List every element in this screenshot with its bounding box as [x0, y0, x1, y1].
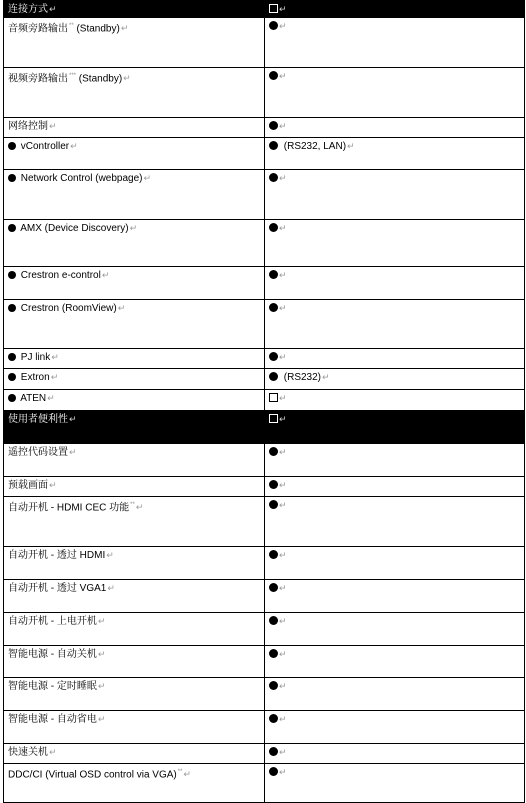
table-row: [4, 711, 525, 744]
supported-dot-icon: [269, 681, 278, 690]
feature-label-cell: [4, 646, 265, 678]
feature-label: 智能电源 - 定时睡眠: [8, 681, 97, 692]
feature-label-cell: [4, 267, 265, 300]
feature-label-cell: [4, 349, 265, 369]
footnote-marker: **: [130, 502, 135, 508]
feature-value-cell: [265, 477, 525, 497]
paragraph-mark-icon: ↵: [279, 352, 287, 362]
bullet-icon: [8, 394, 16, 402]
supported-dot-icon: [269, 616, 278, 625]
paragraph-mark-icon: ↵: [279, 649, 287, 659]
table-row: [4, 390, 525, 411]
feature-label: 遥控代码设置: [8, 447, 68, 458]
feature-value-cell: [265, 220, 525, 267]
paragraph-mark-icon: ↵: [279, 173, 287, 183]
feature-label: 使用者便利性: [8, 414, 68, 425]
feature-value-cell: [265, 497, 525, 547]
paragraph-mark-icon: ↵: [69, 447, 77, 457]
paragraph-mark-icon: ↵: [97, 681, 106, 691]
supported-dot-icon: [269, 714, 278, 723]
supported-dot-icon: [269, 21, 278, 30]
table-row: [4, 349, 525, 369]
paragraph-mark-icon: ↵: [49, 121, 57, 131]
feature-value-cell: [265, 170, 525, 220]
paragraph-mark-icon: ↵: [279, 4, 287, 14]
feature-value-cell: [265, 411, 525, 444]
feature-label-cell: [4, 18, 265, 68]
spec-table: [3, 0, 525, 803]
paragraph-mark-icon: ↵: [279, 270, 287, 280]
feature-label: 音频旁路输出: [8, 23, 68, 35]
paragraph-mark-icon: ↵: [135, 502, 144, 513]
feature-label: 预载画面: [8, 480, 48, 491]
feature-label: Extron: [18, 372, 50, 383]
feature-label-cell: [4, 1, 265, 18]
table-row: [4, 764, 525, 803]
paragraph-mark-icon: ↵: [106, 550, 114, 560]
supported-dot-icon: [269, 270, 278, 279]
paragraph-mark-icon: ↵: [69, 414, 77, 424]
paragraph-mark-icon: ↵: [279, 71, 287, 81]
paragraph-mark-icon: ↵: [279, 500, 287, 510]
bullet-icon: [8, 353, 16, 361]
unsupported-box-icon: [269, 4, 278, 13]
feature-label-cell: [4, 764, 265, 803]
feature-label: 快速关机: [8, 747, 48, 758]
feature-value-cell: [265, 118, 525, 138]
section-header-row: [4, 1, 525, 18]
supported-dot-icon: [269, 583, 278, 592]
feature-label: AMX (Device Discovery): [18, 223, 129, 234]
feature-label: 自动开机 - HDMI CEC 功能: [8, 502, 130, 514]
feature-label-cell: [4, 497, 265, 547]
supported-dot-icon: [269, 71, 278, 80]
supported-dot-icon: [269, 649, 278, 658]
paragraph-mark-icon: ↵: [322, 372, 330, 382]
section-header-row: [4, 411, 525, 444]
feature-label-cell: [4, 613, 265, 646]
supported-dot-icon: [269, 141, 278, 150]
paragraph-mark-icon: ↵: [279, 223, 287, 233]
paragraph-mark-icon: ↵: [123, 73, 131, 84]
feature-value-cell: [265, 646, 525, 678]
feature-label-suffix: (Standby): [73, 23, 120, 35]
feature-label-cell: [4, 477, 265, 497]
supported-dot-icon: [269, 173, 278, 182]
bullet-icon: [8, 174, 16, 182]
paragraph-mark-icon: ↵: [279, 414, 287, 424]
table-row: [4, 646, 525, 678]
feature-value-cell: [265, 138, 525, 170]
feature-label-cell: [4, 170, 265, 220]
feature-label: ATEN: [18, 393, 47, 404]
paragraph-mark-icon: ↵: [51, 352, 59, 362]
paragraph-mark-icon: ↵: [279, 767, 287, 777]
feature-value-cell: [265, 267, 525, 300]
paragraph-mark-icon: ↵: [347, 141, 355, 151]
unsupported-box-icon: [269, 393, 278, 402]
feature-value-cell: [265, 300, 525, 349]
paragraph-mark-icon: ↵: [279, 681, 287, 691]
bullet-icon: [8, 373, 16, 381]
table-row: [4, 68, 525, 118]
table-row: [4, 267, 525, 300]
bullet-icon: [8, 224, 16, 232]
table-row: [4, 678, 525, 711]
feature-label: PJ link: [18, 352, 51, 363]
paragraph-mark-icon: ↵: [120, 23, 129, 34]
feature-label-cell: [4, 547, 265, 580]
table-row: [4, 580, 525, 613]
table-row: [4, 138, 525, 170]
feature-value-text: (RS232, LAN): [281, 141, 347, 152]
table-row: [4, 170, 525, 220]
supported-dot-icon: [269, 303, 278, 312]
feature-value-cell: [265, 711, 525, 744]
paragraph-mark-icon: ↵: [143, 173, 152, 183]
paragraph-mark-icon: ↵: [129, 223, 138, 233]
feature-value-cell: [265, 349, 525, 369]
footnote-marker: **: [177, 769, 183, 775]
supported-dot-icon: [269, 500, 278, 509]
feature-value-cell: [265, 68, 525, 118]
feature-label-cell: [4, 369, 265, 390]
feature-label: 智能电源 - 自动关机: [8, 649, 97, 660]
paragraph-mark-icon: ↵: [49, 4, 57, 14]
table-row: [4, 477, 525, 497]
paragraph-mark-icon: ↵: [279, 714, 287, 724]
feature-label: 智能电源 - 自动省电: [8, 714, 97, 725]
table-row: [4, 497, 525, 547]
supported-dot-icon: [269, 223, 278, 232]
paragraph-mark-icon: ↵: [49, 747, 57, 757]
feature-value-cell: [265, 18, 525, 68]
bullet-icon: [8, 304, 16, 312]
feature-label-cell: [4, 118, 265, 138]
feature-label: vController: [18, 141, 70, 152]
supported-dot-icon: [269, 480, 278, 489]
feature-label: 连接方式: [8, 4, 48, 15]
feature-value-cell: [265, 613, 525, 646]
footnote-marker: ***: [69, 73, 77, 79]
feature-value-cell: [265, 1, 525, 18]
feature-label: Network Control (webpage): [18, 173, 143, 184]
paragraph-mark-icon: ↵: [279, 616, 287, 626]
feature-value-cell: [265, 580, 525, 613]
feature-label-cell: [4, 744, 265, 764]
paragraph-mark-icon: ↵: [97, 616, 106, 626]
table-row: [4, 300, 525, 349]
paragraph-mark-icon: ↵: [101, 270, 110, 280]
supported-dot-icon: [269, 550, 278, 559]
feature-value-text: (RS232): [281, 372, 322, 383]
table-row: [4, 118, 525, 138]
footnote-marker: **: [69, 23, 74, 29]
paragraph-mark-icon: ↵: [97, 649, 106, 659]
table-row: [4, 369, 525, 390]
bullet-icon: [8, 271, 16, 279]
paragraph-mark-icon: ↵: [50, 372, 59, 382]
unsupported-box-icon: [269, 414, 278, 423]
feature-label: Crestron (RoomView): [18, 303, 117, 314]
paragraph-mark-icon: ↵: [107, 583, 115, 593]
supported-dot-icon: [269, 372, 278, 381]
supported-dot-icon: [269, 447, 278, 456]
table-row: [4, 18, 525, 68]
feature-label: DDC/CI (Virtual OSD control via VGA): [8, 769, 177, 781]
feature-label-cell: [4, 390, 265, 411]
feature-label: 自动开机 - 上电开机: [8, 616, 97, 627]
feature-value-cell: [265, 764, 525, 803]
table-row: [4, 613, 525, 646]
feature-label: 视频旁路输出: [8, 73, 68, 85]
paragraph-mark-icon: ↵: [183, 769, 191, 780]
paragraph-mark-icon: ↵: [279, 447, 287, 457]
bullet-icon: [8, 142, 16, 150]
paragraph-mark-icon: ↵: [279, 121, 287, 131]
paragraph-mark-icon: ↵: [49, 480, 57, 490]
feature-label-cell: [4, 678, 265, 711]
paragraph-mark-icon: ↵: [117, 303, 126, 313]
feature-label-cell: [4, 138, 265, 170]
supported-dot-icon: [269, 747, 278, 756]
feature-value-cell: [265, 744, 525, 764]
feature-label-suffix: (Standby): [76, 73, 123, 85]
feature-value-cell: [265, 369, 525, 390]
table-row: [4, 547, 525, 580]
paragraph-mark-icon: ↵: [279, 480, 287, 490]
feature-label-cell: [4, 220, 265, 267]
table-row: [4, 220, 525, 267]
supported-dot-icon: [269, 352, 278, 361]
feature-label-cell: [4, 411, 265, 444]
paragraph-mark-icon: ↵: [279, 583, 287, 593]
paragraph-mark-icon: ↵: [279, 303, 287, 313]
feature-value-cell: [265, 444, 525, 477]
paragraph-mark-icon: ↵: [279, 747, 287, 757]
paragraph-mark-icon: ↵: [47, 393, 55, 403]
paragraph-mark-icon: ↵: [279, 21, 287, 31]
feature-label-cell: [4, 68, 265, 118]
feature-label-cell: [4, 300, 265, 349]
feature-label: 自动开机 - 透过 VGA1: [8, 583, 107, 594]
paragraph-mark-icon: ↵: [70, 141, 78, 151]
paragraph-mark-icon: ↵: [279, 393, 287, 403]
feature-label-cell: [4, 444, 265, 477]
feature-label: 网络控制: [8, 121, 48, 132]
table-row: [4, 444, 525, 477]
feature-label: Crestron e-control: [18, 270, 101, 281]
feature-value-cell: [265, 547, 525, 580]
feature-label-cell: [4, 711, 265, 744]
feature-value-cell: [265, 678, 525, 711]
feature-label: 自动开机 - 透过 HDMI: [8, 550, 106, 561]
paragraph-mark-icon: ↵: [279, 550, 287, 560]
supported-dot-icon: [269, 121, 278, 130]
feature-label-cell: [4, 580, 265, 613]
paragraph-mark-icon: ↵: [97, 714, 106, 724]
table-row: [4, 744, 525, 764]
spec-table-body: [4, 1, 525, 803]
supported-dot-icon: [269, 767, 278, 776]
feature-value-cell: [265, 390, 525, 411]
